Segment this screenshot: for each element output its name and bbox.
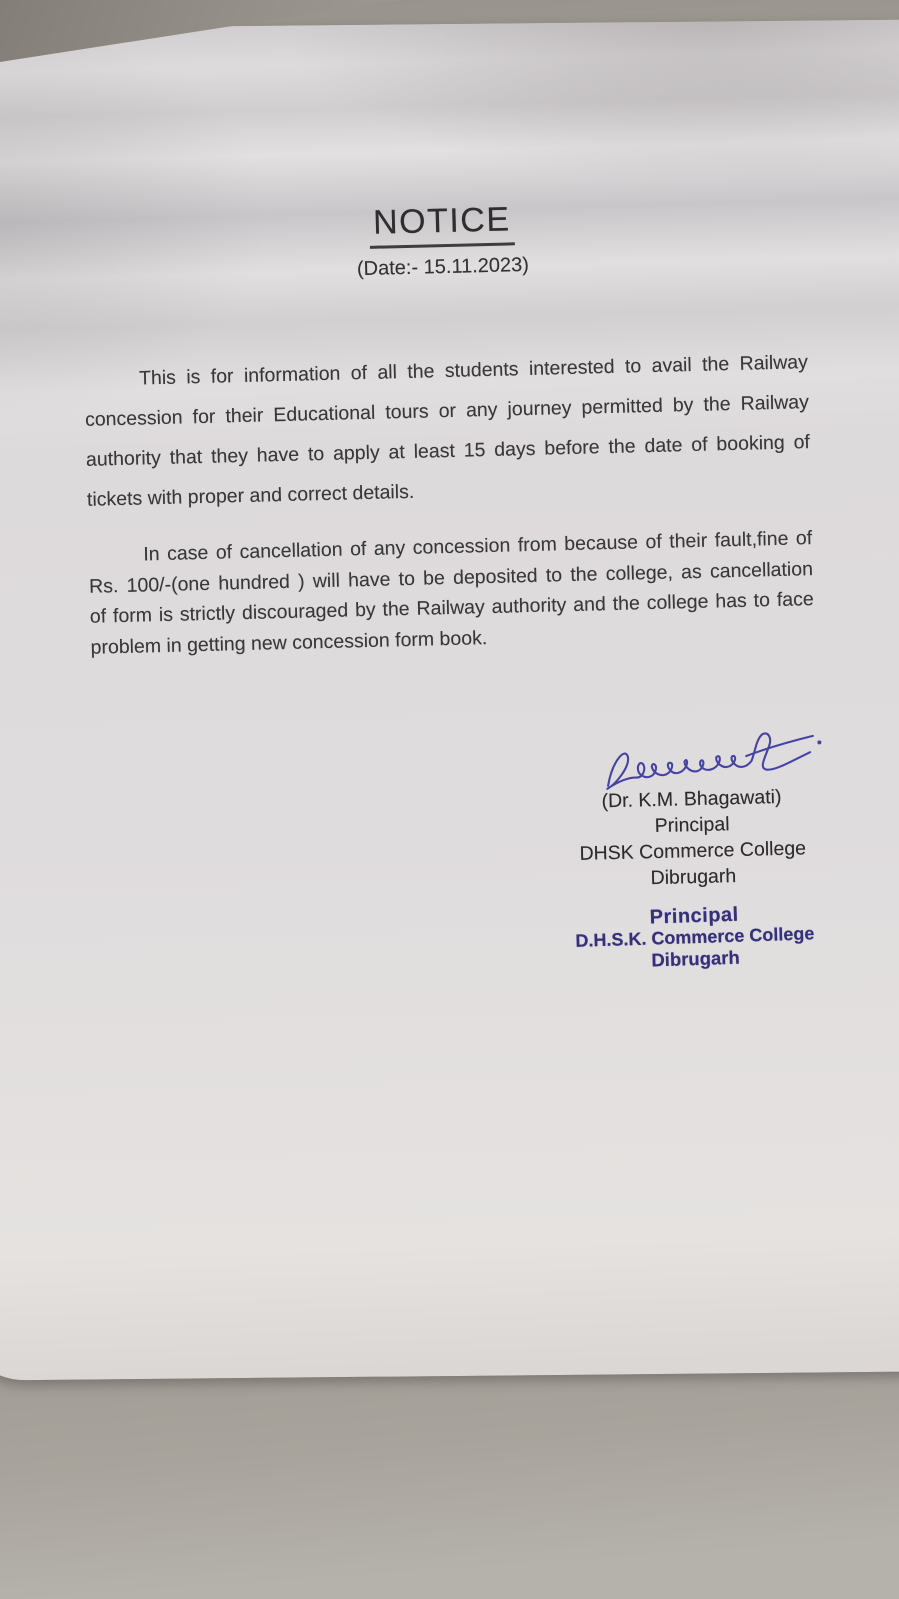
paragraph-line: problem in getting new concession form book. [90, 626, 488, 659]
notice-body [84, 342, 815, 663]
principal-stamp [526, 900, 864, 975]
paragraph [84, 342, 812, 520]
paragraph-line: concession for their Educational tours or any journey permitted by the Railway [84, 391, 810, 431]
paragraph-line: tickets with proper and correct details. [86, 480, 415, 511]
paragraph [88, 523, 815, 663]
stamp-title: Principal [649, 903, 740, 929]
stamp-place: Dibrugarh [651, 946, 741, 971]
notice-paper [0, 19, 899, 1380]
paragraph-line: This is for information of all the students interested to avail the Railway [138, 351, 809, 390]
signatory-name: (Dr. K.M. Bhagawati) [601, 785, 782, 813]
paragraph-line: of form is strictly discouraged by the Railway authority and the college has to face [89, 588, 814, 628]
paragraph-line: Rs. 100/-(one hundred ) will have to be deposited to the college, as cancellation [88, 557, 814, 598]
notice-date: (Date:- 15.11.2023) [356, 253, 530, 281]
signatory-title: Principal [654, 813, 730, 838]
signature-block [522, 728, 862, 894]
signatory-college: DHSK Commerce College [579, 837, 807, 865]
notice-title: NOTICE [369, 200, 516, 249]
paragraph-line: authority that they have to apply at least 15 days before the date of booking of [85, 431, 811, 471]
paragraph-line: In case of cancellation of any concession from because of their fault,fine of [143, 527, 813, 566]
stamp-college: D.H.S.K. Commerce College [575, 923, 815, 951]
notice-content [0, 13, 899, 1387]
signatory-place: Dibrugarh [650, 865, 737, 890]
